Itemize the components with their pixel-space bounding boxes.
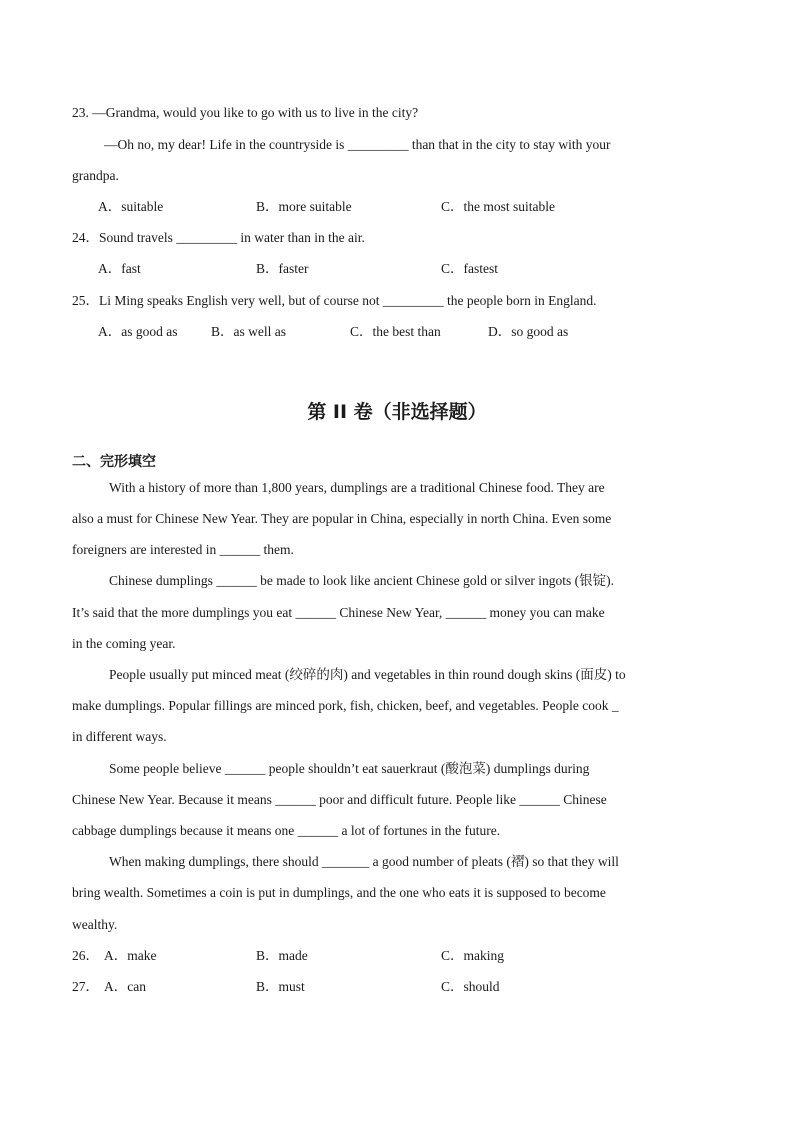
question-23-option-c: C．the most suitable: [441, 199, 555, 214]
question-23-line-1: 23. —Grandma, would you like to go with us to live in the city?: [72, 105, 419, 120]
question-24-option-b: B．faster: [256, 261, 309, 276]
passage-line: in different ways.: [72, 729, 167, 744]
question-25-option-a: A．as good as: [98, 324, 178, 339]
question-26-number: 26．: [72, 948, 99, 963]
question-24-option-c: C．fastest: [441, 261, 498, 276]
question-23-option-b: B．more suitable: [256, 199, 352, 214]
passage-line: Some people believe ______ people shouldn’t eat sauerkraut (酸泡菜) dumplings during: [109, 761, 590, 776]
question-26-option-c: C．making: [441, 948, 504, 963]
question-27-number: 27．: [72, 979, 99, 994]
passage-line: With a history of more than 1,800 years, dumplings are a traditional Chinese food. They are: [109, 480, 605, 495]
section-title: 二、完形填空: [72, 454, 156, 470]
question-25-option-d: D．so good as: [488, 324, 569, 339]
passage-line: Chinese New Year. Because it means ______ poor and difficult future. People like ______ Chinese: [72, 792, 607, 807]
passage-line: When making dumplings, there should _______ a good number of pleats (褶) so that they will: [109, 854, 619, 869]
question-24-option-a: A．fast: [98, 261, 141, 276]
question-25-option-c: C．the best than: [350, 324, 441, 339]
passage-line: make dumplings. Popular fillings are minced pork, fish, chicken, beef, and vegetables. People cook _: [72, 698, 619, 713]
question-27-option-c: C．should: [441, 979, 500, 994]
passage-line: It’s said that the more dumplings you eat ______ Chinese New Year, ______ money you can make: [72, 605, 605, 620]
passage-line: also a must for Chinese New Year. They are popular in China, especially in north China. Even some: [72, 511, 612, 526]
question-23-option-a: A．suitable: [98, 199, 164, 214]
passage-line: foreigners are interested in ______ them.: [72, 542, 294, 557]
passage-line: cabbage dumplings because it means one ______ a lot of fortunes in the future.: [72, 823, 501, 838]
passage-line: Chinese dumplings ______ be made to look like ancient Chinese gold or silver ingots (银锭).: [109, 573, 615, 588]
passage-line: People usually put minced meat (绞碎的肉) and vegetables in thin round dough skins (面皮) to: [109, 667, 626, 682]
question-27-option-b: B．must: [256, 979, 305, 994]
question-24-line-1: 24．Sound travels _________ in water than in the air.: [72, 230, 365, 245]
question-27-option-a: A．can: [104, 979, 146, 994]
part-title: 第 II 卷（非选择题）: [307, 401, 487, 423]
passage-line: bring wealth. Sometimes a coin is put in dumplings, and the one who eats it is supposed to become: [72, 885, 606, 900]
question-25-line-1: 25．Li Ming speaks English very well, but of course not _________ the people born in England.: [72, 293, 597, 308]
passage-line: in the coming year.: [72, 636, 176, 651]
question-26-option-a: A．make: [104, 948, 157, 963]
passage-line: wealthy.: [72, 917, 118, 932]
question-23-line-2: —Oh no, my dear! Life in the countryside is _________ than that in the city to stay with your: [104, 137, 611, 152]
question-26-option-b: B．made: [256, 948, 308, 963]
question-23-line-3: grandpa.: [72, 168, 119, 183]
question-25-option-b: B．as well as: [211, 324, 286, 339]
